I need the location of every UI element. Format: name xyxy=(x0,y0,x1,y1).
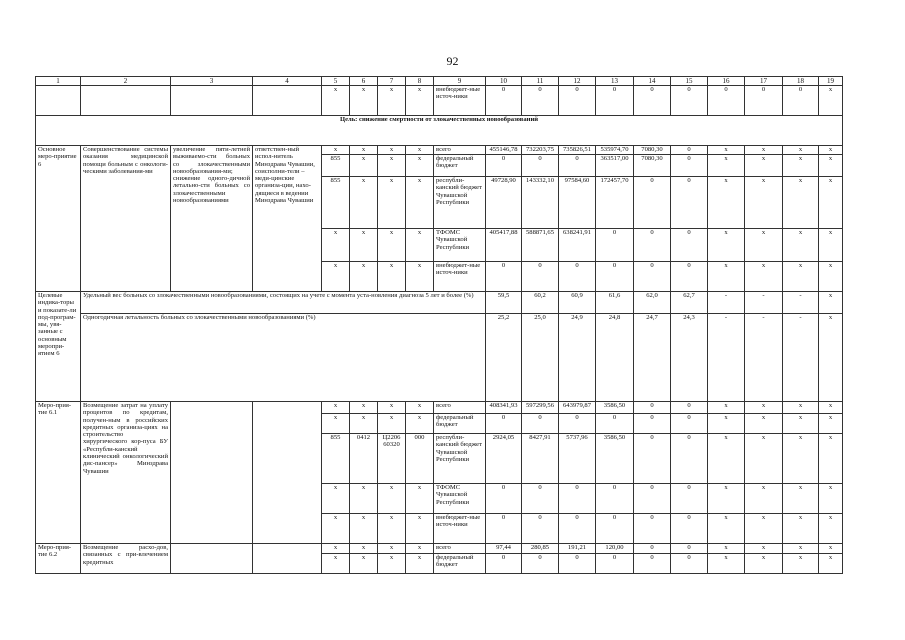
value-cell: x xyxy=(819,544,843,554)
value-cell: x xyxy=(350,514,378,544)
value-cell: 588871,65 xyxy=(522,229,559,262)
value-cell: x xyxy=(708,146,745,155)
value-cell: 0 xyxy=(486,514,522,544)
value-cell: x xyxy=(350,554,378,574)
column-number: 17 xyxy=(745,77,783,86)
value-cell: 735826,51 xyxy=(559,146,596,155)
value-cell: x xyxy=(322,484,350,514)
value-cell: 0 xyxy=(671,229,708,262)
value-cell: x xyxy=(708,414,745,434)
value-cell: x xyxy=(783,484,819,514)
value-cell: 0 xyxy=(634,434,671,484)
value-cell: x xyxy=(745,484,783,514)
value-cell: x xyxy=(406,177,434,229)
value-cell: x xyxy=(819,402,843,414)
value-cell: x xyxy=(322,544,350,554)
value-cell: x xyxy=(819,262,843,292)
column-number: 1 xyxy=(36,77,81,86)
measure-indicator xyxy=(171,544,253,574)
target-value: 24,3 xyxy=(671,314,708,402)
target-row xyxy=(36,292,843,314)
value-cell: x xyxy=(819,177,843,229)
measure-label: Меро-прия-тие 6.2 xyxy=(36,544,81,574)
value-cell: x xyxy=(819,484,843,514)
target-value: 62,0 xyxy=(634,292,671,314)
value-cell: x xyxy=(406,146,434,155)
value-cell: 0 xyxy=(596,229,634,262)
value-cell: x xyxy=(819,155,843,177)
value-cell: x xyxy=(350,229,378,262)
value-cell: x xyxy=(322,414,350,434)
value-cell: 0 xyxy=(522,86,559,116)
value-cell: 0 xyxy=(671,262,708,292)
value-cell: x xyxy=(708,402,745,414)
column-number: 5 xyxy=(322,77,350,86)
value-cell: 0 xyxy=(522,554,559,574)
value-cell: x xyxy=(322,402,350,414)
target-name: Удельный вес больных со злокачественными новообразованиями, состоящих на учете с момента уста-новления диагноза 5 лет и более (%) xyxy=(81,292,486,314)
funding-source-cell: федеральный бюджет xyxy=(434,554,486,574)
value-cell: Ц2206 60320 xyxy=(378,434,406,484)
column-number: 2 xyxy=(81,77,171,86)
value-cell: 0 xyxy=(522,484,559,514)
value-cell: x xyxy=(322,514,350,544)
value-cell: x xyxy=(378,146,406,155)
value-cell: x xyxy=(350,414,378,434)
value-cell: x xyxy=(783,544,819,554)
value-cell: 7080,30 xyxy=(634,146,671,155)
measure-executor xyxy=(253,402,322,544)
value-cell: 0 xyxy=(596,86,634,116)
value-cell: 7080,30 xyxy=(634,155,671,177)
funding-source-cell: республи-канский бюджет Чувашской Республики xyxy=(434,177,486,229)
value-cell: x xyxy=(708,155,745,177)
value-cell: 0 xyxy=(634,262,671,292)
value-cell: x xyxy=(783,177,819,229)
column-number: 4 xyxy=(253,77,322,86)
value-cell: 0 xyxy=(522,414,559,434)
funding-source-cell: всего xyxy=(434,402,486,414)
value-cell: x xyxy=(819,434,843,484)
target-value: 60,9 xyxy=(559,292,596,314)
value-cell: 0 xyxy=(559,484,596,514)
value-cell: 0 xyxy=(559,262,596,292)
value-cell: x xyxy=(406,554,434,574)
measure-name: Совершенствование системы оказания медицинской помощи больным с онкологи-ческими заболевания-ми xyxy=(81,146,171,292)
value-cell: 0 xyxy=(522,155,559,177)
funding-source-cell: ТФОМС Чувашской Республики xyxy=(434,229,486,262)
value-cell: x xyxy=(708,229,745,262)
value-cell: x xyxy=(708,544,745,554)
value-cell: x xyxy=(406,86,434,116)
value-cell: x xyxy=(745,229,783,262)
value-cell: 0 xyxy=(596,514,634,544)
column-number: 19 xyxy=(819,77,843,86)
value-cell: x xyxy=(406,262,434,292)
target-value: 61,6 xyxy=(596,292,634,314)
funding-source-cell: внебюджет-ные источ-ники xyxy=(434,86,486,116)
value-cell: x xyxy=(350,86,378,116)
value-cell: x xyxy=(783,554,819,574)
value-cell: 0 xyxy=(486,554,522,574)
value-cell: 0 xyxy=(596,554,634,574)
target-value: - xyxy=(745,292,783,314)
value-cell: 0 xyxy=(671,177,708,229)
value-cell: x xyxy=(745,434,783,484)
column-number: 18 xyxy=(783,77,819,86)
value-cell: 0 xyxy=(522,262,559,292)
funding-source-cell: всего xyxy=(434,146,486,155)
value-cell: 0 xyxy=(596,262,634,292)
value-cell: 0 xyxy=(596,484,634,514)
target-value: - xyxy=(783,292,819,314)
value-cell: 535974,70 xyxy=(596,146,634,155)
value-cell: x xyxy=(783,414,819,434)
value-cell: x xyxy=(350,155,378,177)
measure-indicator: увеличение пяти-летней выживаемо-сти больных со злокачественными новообразования-ми; снижение одного-дичной летально-сти больных со злокачественными новообразованиями xyxy=(171,146,253,292)
value-cell: 0 xyxy=(559,414,596,434)
empty-cell xyxy=(81,86,171,116)
value-cell: x xyxy=(378,414,406,434)
value-cell: x xyxy=(322,229,350,262)
value-cell: 5737,96 xyxy=(559,434,596,484)
value-cell: x xyxy=(783,514,819,544)
target-value: x xyxy=(819,292,843,314)
value-cell: 97584,60 xyxy=(559,177,596,229)
value-cell: 0 xyxy=(671,434,708,484)
value-cell: 0 xyxy=(559,155,596,177)
goal-title: Цель: снижение смертности от злокачественных новообразований xyxy=(36,116,843,146)
program-table xyxy=(35,76,843,574)
value-cell: x xyxy=(322,86,350,116)
value-cell: 0 xyxy=(559,86,596,116)
measure-executor xyxy=(253,544,322,574)
target-value: 59,5 xyxy=(486,292,522,314)
value-cell: x xyxy=(406,484,434,514)
value-cell: 0 xyxy=(596,414,634,434)
value-cell: 0 xyxy=(634,514,671,544)
value-cell: x xyxy=(745,155,783,177)
value-cell: x xyxy=(322,554,350,574)
value-cell: 000 xyxy=(406,434,434,484)
value-cell: 0 xyxy=(486,484,522,514)
measure-executor: ответствен-ный испол-нитель Минздрава Чувашии, соисполни-тели – меди-цинские организа-ции, нахо-дящиеся в ведении Минздрава Чувашии xyxy=(253,146,322,292)
value-cell: 0 xyxy=(634,229,671,262)
value-cell: 0 xyxy=(486,262,522,292)
value-cell: 363517,00 xyxy=(596,155,634,177)
value-cell: x xyxy=(745,514,783,544)
value-cell: 172457,70 xyxy=(596,177,634,229)
value-cell: 0 xyxy=(634,177,671,229)
value-cell: 2924,05 xyxy=(486,434,522,484)
value-cell: 855 xyxy=(322,177,350,229)
column-number: 15 xyxy=(671,77,708,86)
targets-label: Целевые индика-торы и показате-ли под-програм-мы, увя-занные с основным меропри-ятием 6 xyxy=(36,292,81,402)
value-cell: x xyxy=(378,86,406,116)
value-cell: 280,85 xyxy=(522,544,559,554)
value-cell: x xyxy=(350,262,378,292)
page-number: 92 xyxy=(446,54,459,68)
column-number: 3 xyxy=(171,77,253,86)
value-cell: 0 xyxy=(671,484,708,514)
target-value: - xyxy=(745,314,783,402)
value-cell: x xyxy=(350,544,378,554)
target-value: 62,7 xyxy=(671,292,708,314)
value-cell: x xyxy=(350,146,378,155)
value-cell: 455146,78 xyxy=(486,146,522,155)
measure-indicator xyxy=(171,402,253,544)
target-value: - xyxy=(783,314,819,402)
value-cell: x xyxy=(378,155,406,177)
column-number: 7 xyxy=(378,77,406,86)
value-cell: x xyxy=(745,177,783,229)
value-cell: x xyxy=(783,434,819,484)
funding-source-cell: республи-канский бюджет Чувашской Республики xyxy=(434,434,486,484)
value-cell: x xyxy=(378,229,406,262)
value-cell: x xyxy=(406,544,434,554)
value-cell: x xyxy=(322,146,350,155)
column-number: 14 xyxy=(634,77,671,86)
goal-row xyxy=(36,116,843,146)
column-number: 11 xyxy=(522,77,559,86)
value-cell: x xyxy=(745,146,783,155)
value-cell: 855 xyxy=(322,155,350,177)
value-cell: 0 xyxy=(634,86,671,116)
value-cell: x xyxy=(406,402,434,414)
value-cell: 0 xyxy=(671,146,708,155)
m62-row xyxy=(36,544,843,554)
value-cell: 0 xyxy=(559,554,596,574)
value-cell: 0 xyxy=(671,414,708,434)
m6-row xyxy=(36,146,843,155)
value-cell: x xyxy=(745,544,783,554)
value-cell: x xyxy=(783,146,819,155)
value-cell: 0 xyxy=(671,86,708,116)
value-cell: x xyxy=(819,414,843,434)
value-cell: 0 xyxy=(671,514,708,544)
column-number: 16 xyxy=(708,77,745,86)
value-cell: x xyxy=(819,146,843,155)
value-cell: 0 xyxy=(486,86,522,116)
value-cell: 0 xyxy=(671,155,708,177)
value-cell: x xyxy=(378,544,406,554)
value-cell: x xyxy=(783,155,819,177)
value-cell: 49728,90 xyxy=(486,177,522,229)
value-cell: 0 xyxy=(634,402,671,414)
value-cell: 97,44 xyxy=(486,544,522,554)
value-cell: x xyxy=(406,414,434,434)
value-cell: x xyxy=(350,177,378,229)
target-value: 24,9 xyxy=(559,314,596,402)
value-cell: x xyxy=(378,484,406,514)
value-cell: x xyxy=(745,262,783,292)
value-cell: 732203,75 xyxy=(522,146,559,155)
value-cell: x xyxy=(708,484,745,514)
column-number: 10 xyxy=(486,77,522,86)
target-value: - xyxy=(708,314,745,402)
value-cell: 143332,10 xyxy=(522,177,559,229)
value-cell: x xyxy=(378,177,406,229)
value-cell: 0 xyxy=(634,414,671,434)
value-cell: 191,21 xyxy=(559,544,596,554)
value-cell: 405417,88 xyxy=(486,229,522,262)
target-value: 25,2 xyxy=(486,314,522,402)
value-cell: 0412 xyxy=(350,434,378,484)
continuation-row xyxy=(36,86,843,116)
value-cell: 643979,87 xyxy=(559,402,596,414)
target-name: Одногодичная летальность больных со злокачественными новообразованиями (%) xyxy=(81,314,486,402)
target-row xyxy=(36,314,843,402)
value-cell: x xyxy=(708,434,745,484)
value-cell: 408341,93 xyxy=(486,402,522,414)
header-row xyxy=(36,77,843,86)
value-cell: x xyxy=(783,402,819,414)
value-cell: 0 xyxy=(671,554,708,574)
value-cell: 0 xyxy=(634,544,671,554)
value-cell: 3586,50 xyxy=(596,402,634,414)
value-cell: x xyxy=(819,554,843,574)
funding-source-cell: внебюджет-ные источ-ники xyxy=(434,514,486,544)
value-cell: x xyxy=(378,554,406,574)
value-cell: 0 xyxy=(486,414,522,434)
column-number: 8 xyxy=(406,77,434,86)
value-cell: 0 xyxy=(634,554,671,574)
value-cell: x xyxy=(708,514,745,544)
value-cell: x xyxy=(708,554,745,574)
value-cell: 120,00 xyxy=(596,544,634,554)
value-cell: 0 xyxy=(486,155,522,177)
target-value: 60,2 xyxy=(522,292,559,314)
value-cell: x xyxy=(406,514,434,544)
column-number: 9 xyxy=(434,77,486,86)
measure-name: Возмещение затрат на уплату процентов по кредитам, получен-ным в российских кредитных организа-циях на строительство хирургического кор-пуса БУ «Республи-канский клинический онкологический дис-пансер» Минздрава Чувашии xyxy=(81,402,171,544)
value-cell: 0 xyxy=(522,514,559,544)
value-cell: 3586,50 xyxy=(596,434,634,484)
measure-label: Основное меро-приятие 6 xyxy=(36,146,81,292)
value-cell: x xyxy=(378,402,406,414)
measure-name: Возмещение расхо-дов, связанных с при-влечением кредитных xyxy=(81,544,171,574)
column-number: 6 xyxy=(350,77,378,86)
value-cell: 855 xyxy=(322,434,350,484)
value-cell: 0 xyxy=(671,544,708,554)
value-cell: x xyxy=(708,262,745,292)
funding-source-cell: внебюджет-ные источ-ники xyxy=(434,262,486,292)
value-cell: x xyxy=(322,262,350,292)
target-value: 25,0 xyxy=(522,314,559,402)
value-cell: x xyxy=(745,554,783,574)
value-cell: x xyxy=(350,484,378,514)
value-cell: x xyxy=(745,402,783,414)
value-cell: x xyxy=(350,402,378,414)
value-cell: x xyxy=(783,262,819,292)
target-value: x xyxy=(819,314,843,402)
value-cell: x xyxy=(783,229,819,262)
value-cell: x xyxy=(819,86,843,116)
empty-cell xyxy=(171,86,253,116)
column-number: 13 xyxy=(596,77,634,86)
value-cell: 0 xyxy=(671,402,708,414)
target-value: - xyxy=(708,292,745,314)
value-cell: x xyxy=(708,177,745,229)
funding-source-cell: всего xyxy=(434,544,486,554)
value-cell: x xyxy=(378,514,406,544)
value-cell: 0 xyxy=(634,484,671,514)
column-number: 12 xyxy=(559,77,596,86)
value-cell: 638241,91 xyxy=(559,229,596,262)
value-cell: x xyxy=(406,229,434,262)
m61-row xyxy=(36,402,843,414)
target-value: 24,8 xyxy=(596,314,634,402)
value-cell: x xyxy=(378,262,406,292)
value-cell: 8427,91 xyxy=(522,434,559,484)
funding-source-cell: федеральный бюджет xyxy=(434,155,486,177)
funding-source-cell: федеральный бюджет xyxy=(434,414,486,434)
measure-label: Меро-прия-тие 6.1 xyxy=(36,402,81,544)
target-value: 24,7 xyxy=(634,314,671,402)
empty-cell xyxy=(253,86,322,116)
value-cell: 0 xyxy=(783,86,819,116)
empty-cell xyxy=(36,86,81,116)
value-cell: x xyxy=(819,514,843,544)
value-cell: x xyxy=(745,414,783,434)
value-cell: 0 xyxy=(559,514,596,544)
value-cell: 597299,56 xyxy=(522,402,559,414)
funding-source-cell: ТФОМС Чувашской Республики xyxy=(434,484,486,514)
value-cell: x xyxy=(406,155,434,177)
value-cell: 0 xyxy=(708,86,745,116)
value-cell: x xyxy=(819,229,843,262)
value-cell: 0 xyxy=(745,86,783,116)
